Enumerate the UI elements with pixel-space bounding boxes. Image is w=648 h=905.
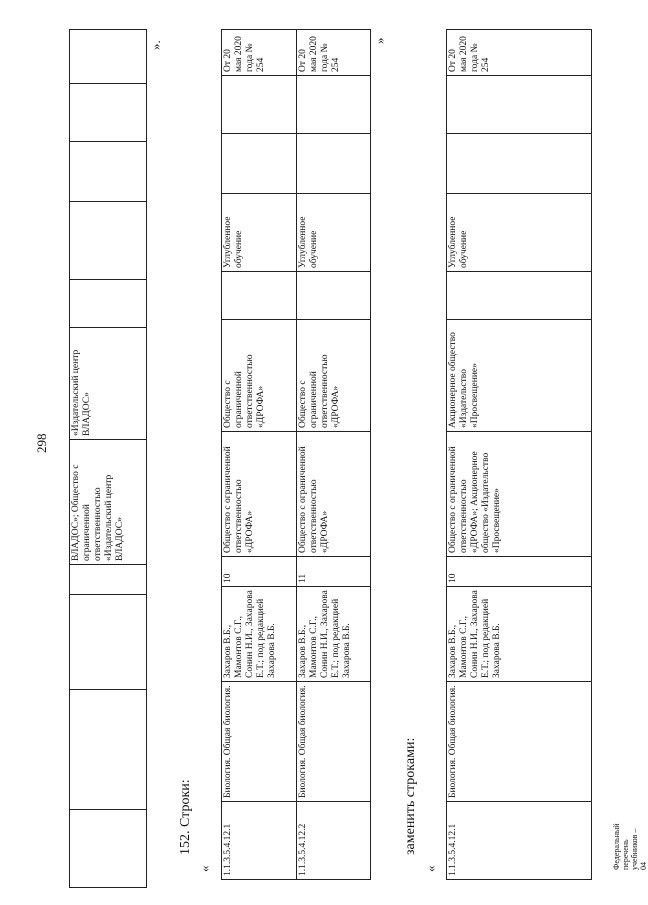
table-bot-wrapper — [446, 29, 592, 880]
table-cell — [296, 134, 371, 194]
table-cell — [447, 134, 592, 194]
table-mid — [221, 29, 371, 880]
table-cell — [222, 272, 297, 320]
footer-text: Федеральный перечень учебников – 04 — [612, 823, 648, 870]
table-cell: 11 — [296, 557, 371, 587]
table-row — [70, 30, 147, 888]
table-cell: Биология. Общая биология. — [222, 682, 297, 802]
table-cell: От 20 мая 2020 года № 254 — [222, 30, 297, 76]
table-cell: «Издательский центр ВЛАДОС» — [70, 328, 147, 440]
close-quote-mid: » — [372, 37, 387, 44]
table-cell: Захаров В.Б., Мамонтов С.Г., Сонин Н.И., Захарова Е.Т.; под редакцией Захарова В.Б. — [296, 587, 371, 682]
table-cell: ВЛАДОС»; Общество с ограниченной ответственностью «Издательский центр ВЛАДОС» — [70, 440, 147, 565]
table-bot — [446, 29, 592, 880]
table-cell: 1.1.3.5.4.12.1 — [447, 802, 592, 880]
table-cell — [70, 280, 147, 328]
table-cell — [70, 690, 147, 810]
table-cell — [70, 810, 147, 888]
open-quote-replace: « — [423, 865, 438, 872]
table-cell: От 20 мая 2020 года № 254 — [447, 30, 592, 76]
table-top — [69, 29, 147, 888]
table-cell — [222, 134, 297, 194]
table-cell: Акционерное общество «Издательство «Просвещение» — [447, 320, 592, 432]
table-cell: Углубленное обучение — [222, 194, 297, 272]
table-row — [447, 30, 592, 880]
table-cell — [222, 76, 297, 134]
table-cell: Общество с ограниченной ответственностью «ДРОФА» — [222, 432, 297, 557]
table-cell: Углубленное обучение — [296, 194, 371, 272]
table-cell: Общество с ограниченной ответственностью «ДРОФА»; Акционерное общество «Издательство «Просвещение» — [447, 432, 592, 557]
table-cell: Биология. Общая биология. — [296, 682, 371, 802]
table-cell: Общество с ограниченной ответственностью «ДРОФА» — [296, 320, 371, 432]
table-cell — [70, 202, 147, 280]
table-cell: Захаров В.Б., Мамонтов С.Г., Сонин Н.И., Захарова Е.Т.; под редакцией Захарова В.Б. — [447, 587, 592, 682]
table-cell — [70, 142, 147, 202]
page-number: 298 — [34, 433, 49, 453]
table-cell: 10 — [447, 557, 592, 587]
table-cell: От 20 мая 2020 года № 254 — [296, 30, 371, 76]
table-row — [222, 30, 297, 880]
replace-heading: заменить строками: — [403, 737, 418, 855]
table-cell — [447, 76, 592, 134]
section-152-heading: 152. Строки: — [178, 779, 193, 855]
table-top-wrapper — [69, 29, 147, 888]
table-cell: Углубленное обучение — [447, 194, 592, 272]
table-mid-wrapper — [221, 29, 371, 880]
table-cell — [296, 76, 371, 134]
table-cell — [296, 272, 371, 320]
table-cell: Биология. Общая биология. — [447, 682, 592, 802]
open-quote-152: « — [197, 865, 212, 872]
table-cell: Общество с ограниченной ответственностью «ДРОФА» — [296, 432, 371, 557]
table-cell — [70, 595, 147, 690]
close-quote-top: ». — [148, 40, 163, 50]
table-cell — [447, 272, 592, 320]
table-cell: 10 — [222, 557, 297, 587]
table-cell: Общество с ограниченной ответственностью «ДРОФА» — [222, 320, 297, 432]
table-cell: Захаров В.Б., Мамонтов С.Г., Сонин Н.И., Захарова Е.Т.; под редакцией Захарова В.Б. — [222, 587, 297, 682]
table-cell: 1.1.3.5.4.12.2 — [296, 802, 371, 880]
table-cell: 1.1.3.5.4.12.1 — [222, 802, 297, 880]
table-cell — [70, 84, 147, 142]
table-cell — [70, 565, 147, 595]
table-cell — [70, 30, 147, 84]
table-row — [296, 30, 371, 880]
